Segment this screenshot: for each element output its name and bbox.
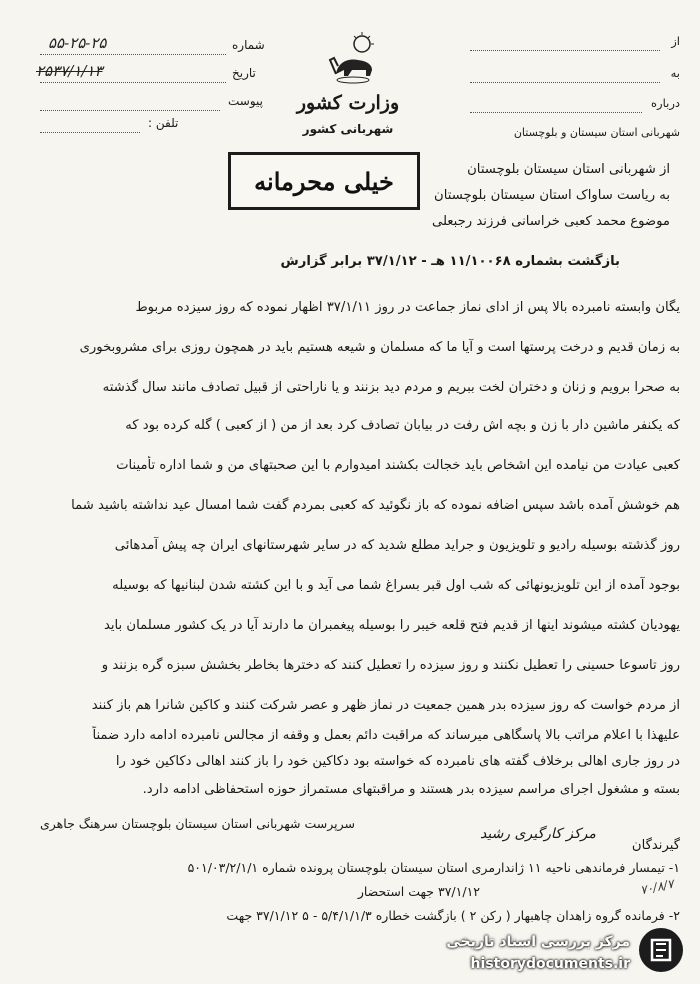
- body-line: به زمان قدیم و درخت پرستها است و آیا ما که مسلمان و شیعه هستیم باید در همچون روزی برای مشروبخوری: [79, 340, 680, 355]
- subject-line: موضوع محمد کعبی خراسانی فرزند رجبعلی: [431, 214, 670, 229]
- body-line: از مردم خواست که روز سیزده بدر همین جمعیت در نماز ظهر و عصر شرکت کنند و کاکین شانرا هم باز کنند: [91, 698, 680, 713]
- handwritten-date-note: ۷۰/۸/۷: [638, 876, 675, 898]
- phone-label: تلفن :: [148, 116, 179, 130]
- body-line: کعبی عیادت من نیامده این اشخاص باید خجالت بکشند امیدوارم با این صحبتهای من و شما اداره تأمینات: [116, 458, 680, 473]
- from-address: از شهربانی استان سیستان بلوچستان: [467, 162, 670, 177]
- date-dotted-line: [40, 82, 226, 83]
- classification-stamp: خیلی محرمانه: [228, 152, 420, 210]
- date-label: تاریخ: [232, 66, 256, 80]
- to-dotted-line: [470, 82, 660, 83]
- subject-label: درباره: [651, 96, 680, 110]
- ministry-title: وزارت کشور: [296, 92, 400, 114]
- number-dotted-line: [40, 54, 226, 55]
- lion-and-sun-emblem-icon: [322, 30, 384, 86]
- body-line: هم خوشش آمده باشد سپس اضافه نموده که باز نگوئید که کعبی بمردم گفت شما امسال عید نداشته باشید شما: [71, 498, 680, 513]
- body-line: بوجود آمده از این تلویزیونهائی که شب اول قبر بسراغ شما می آید و با این کشته شدن لبنانیها که بوسیله: [112, 578, 680, 593]
- number-label: شماره: [232, 38, 265, 52]
- body-line: به صحرا برویم و زنان و دختران لخت ببریم و مردم دید بزنند و یا ناراحتی از قبیل تصادف مانند سال گذشته: [102, 380, 680, 395]
- handwritten-signature-note: مرکز کارگیری رشید: [480, 826, 596, 842]
- signature-block: سرپرست شهربانی استان سیستان بلوچستان سرهنگ جاهری: [40, 816, 355, 831]
- body-line: علیهذا با اعلام مراتب بالا پاسگاهی میرساند که مراقبت دائم بعمل و وقفه از مجالس نامبرده ادامه دارد ضمناً: [92, 728, 680, 743]
- body-line: بسته و مشغول اجرای مراسم سیزده بدر هستند و مراقبتهای مستمراز حوزه استحفاظی ادامه دارد.: [142, 782, 680, 797]
- body-line: در روز جاری اهالی برخلاف گفته های نامبرده که خواسته بود دکاکین خود را باز کنند اهالی دکاکین خود را: [115, 754, 680, 769]
- recipient-line-3: ۲- فرمانده گروه زاهدان چاهبهار ( رکن ۲ ) بازگشت خطاره ۵/۴/۱/۱/۳ - ۵ ۳۷/۱/۱۲ جهت: [226, 908, 680, 923]
- department-title: شهربانی کشور: [302, 122, 394, 136]
- recipient-line-1: ۱- تیمسار فرماندهی ناحیه ۱۱ ژاندارمری استان سیستان بلوچستان پرونده شماره ۵۰۱/۰۳/۲/۱/۱: [187, 860, 680, 875]
- date-value: ۲۵۳۷/۱/۱۳: [36, 62, 103, 80]
- attachment-label: پیوست: [228, 94, 263, 108]
- reference-line: بازگشت بشماره ۱۱/۱۰۰۶۸ هـ - ۳۷/۱/۱۲ برابر گزارش: [280, 254, 620, 269]
- subject-dotted-line: [470, 112, 642, 113]
- body-line: یهودیان کشته میشوند اینها از قدیم فتح قلعه خیبر را بوسیله پیغمبران ما دارند آیا در یک کشور مسلمان باید: [103, 618, 680, 633]
- attachment-dotted-line: [40, 110, 220, 111]
- body-line: روز تاسوعا حسینی را تعطیل نکنند و روز سیزده را تعطیل کنند که دخترها بخاطر بخشش سبزه گره بزنند و: [101, 658, 680, 673]
- from-dotted-line: [470, 50, 660, 51]
- phone-dotted-line: [40, 132, 140, 133]
- footer-url[interactable]: historydocuments.ir: [470, 956, 630, 972]
- body-line: که یکنفر ماشین دار با زن و بچه اش رفت در بیابان تصادف کرد بعد از من ( از کعبی ) گله کرده بود که: [125, 418, 680, 433]
- recipients-label: گیرندگان: [631, 838, 680, 853]
- from-label: از: [671, 34, 680, 48]
- to-address: به ریاست ساواک استان سیستان بلوچستان: [434, 188, 670, 203]
- to-label: به: [670, 66, 680, 80]
- number-value: ۵۵-۲۵-۲۵: [48, 34, 107, 52]
- footer-title: مرکز بررسی اسناد تاریخی: [446, 934, 630, 950]
- office-line: شهربانی استان سیستان و بلوچستان: [513, 126, 680, 139]
- body-line: یگان وابسته نامبرده بالا پس از ادای نماز جماعت در روز ۳۷/۱/۱۱ اظهار نموده که روز سیزده مربوط: [135, 300, 680, 315]
- recipient-line-2: ۳۷/۱/۱۲ جهت استحضار: [357, 884, 480, 899]
- body-line: روز گذشته بوسیله رادیو و تلویزیون و جراید مطلع شدید که در سایر شهرستانهای ایران چه پیش آمدهائی: [114, 538, 680, 553]
